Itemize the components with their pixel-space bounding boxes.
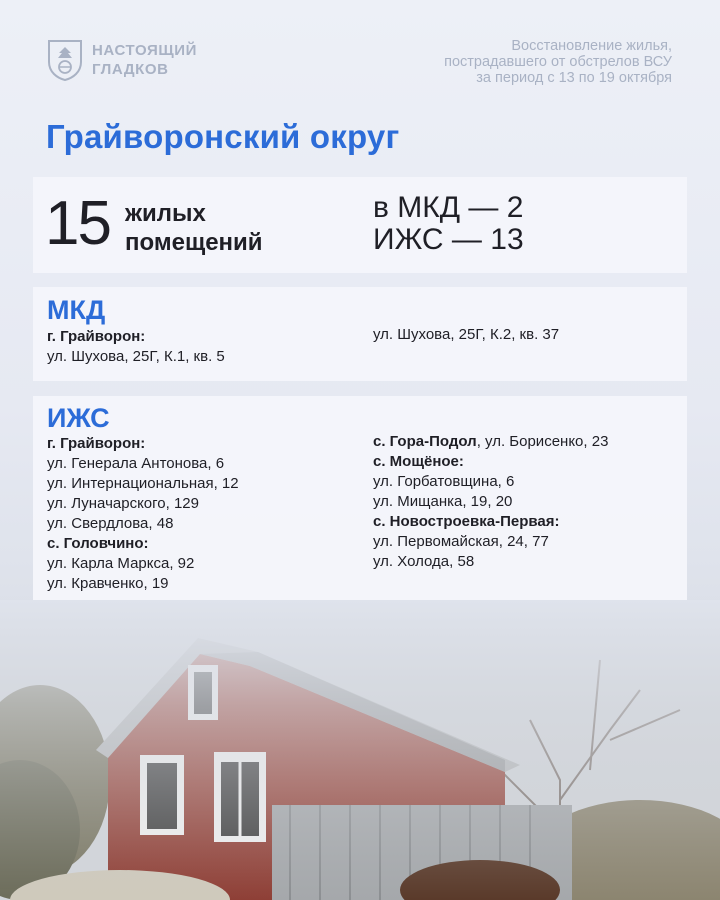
house-photo	[0, 600, 720, 900]
address-text: , ул. Борисенко, 23	[476, 433, 609, 450]
settlement-name: с. Гора-Подол	[373, 433, 477, 450]
mkd-panel	[33, 287, 687, 381]
mkd-count: в МКД — 2	[373, 191, 524, 224]
settlement-name: с. Мощёное:	[373, 453, 464, 470]
address-line: ул. Кравченко, 19	[47, 575, 169, 592]
mkd-right-list	[373, 325, 559, 345]
address-line: ул. Первомайская, 24, 77	[373, 533, 549, 550]
subtitle-line-3: за период с 13 по 19 октября	[476, 70, 672, 86]
address-line: ул. Холода, 58	[373, 553, 475, 570]
izhs-left-list	[47, 434, 239, 594]
brand-name	[92, 41, 197, 79]
address-line: ул. Горбатовщина, 6	[373, 473, 515, 490]
settlement-name: г. Грайворон:	[47, 328, 146, 345]
address-line	[373, 432, 608, 452]
subtitle-line-2: пострадавшего от обстрелов ВСУ	[444, 54, 672, 70]
izhs-right-rest	[373, 452, 608, 572]
summary-panel	[33, 177, 687, 273]
total-count: 15	[45, 189, 110, 258]
address-line: ул. Интернациональная, 12	[47, 475, 239, 492]
brand-logo	[46, 38, 197, 82]
total-label	[125, 199, 263, 257]
address-line: ул. Мищанка, 19, 20	[373, 493, 513, 510]
total-label-line-2: помещений	[125, 229, 263, 256]
address-line: ул. Свердлова, 48	[47, 515, 174, 532]
district-title: Грайворонский округ	[46, 118, 400, 155]
izhs-panel	[33, 396, 687, 611]
izhs-count: ИЖС — 13	[373, 223, 524, 256]
subtitle-line-1: Восстановление жилья,	[511, 38, 672, 54]
settlement-name: с. Новостроевка-Первая:	[373, 513, 560, 530]
breakdown	[373, 192, 524, 256]
brand-line-2: ГЛАДКОВ	[92, 61, 169, 78]
settlement-name: с. Головчино:	[47, 535, 149, 552]
settlement-name: г. Грайворон:	[47, 435, 146, 452]
address-line: ул. Генерала Антонова, 6	[47, 455, 225, 472]
mkd-title: МКД	[47, 295, 106, 325]
brand-line-1: НАСТОЯЩИЙ	[92, 42, 198, 59]
izhs-right-list	[373, 432, 608, 572]
address-line: ул. Луначарского, 129	[47, 495, 199, 512]
address-line: ул. Шухова, 25Г, К.2, кв. 37	[373, 326, 560, 343]
address-line: ул. Карла Маркса, 92	[47, 555, 195, 572]
total-label-line-1: жилых	[125, 200, 206, 227]
mkd-left-list	[47, 327, 225, 367]
coat-of-arms-icon	[46, 38, 84, 82]
address-line: ул. Шухова, 25Г, К.1, кв. 5	[47, 348, 225, 365]
header-subtitle	[352, 38, 672, 86]
izhs-title: ИЖС	[47, 403, 110, 433]
